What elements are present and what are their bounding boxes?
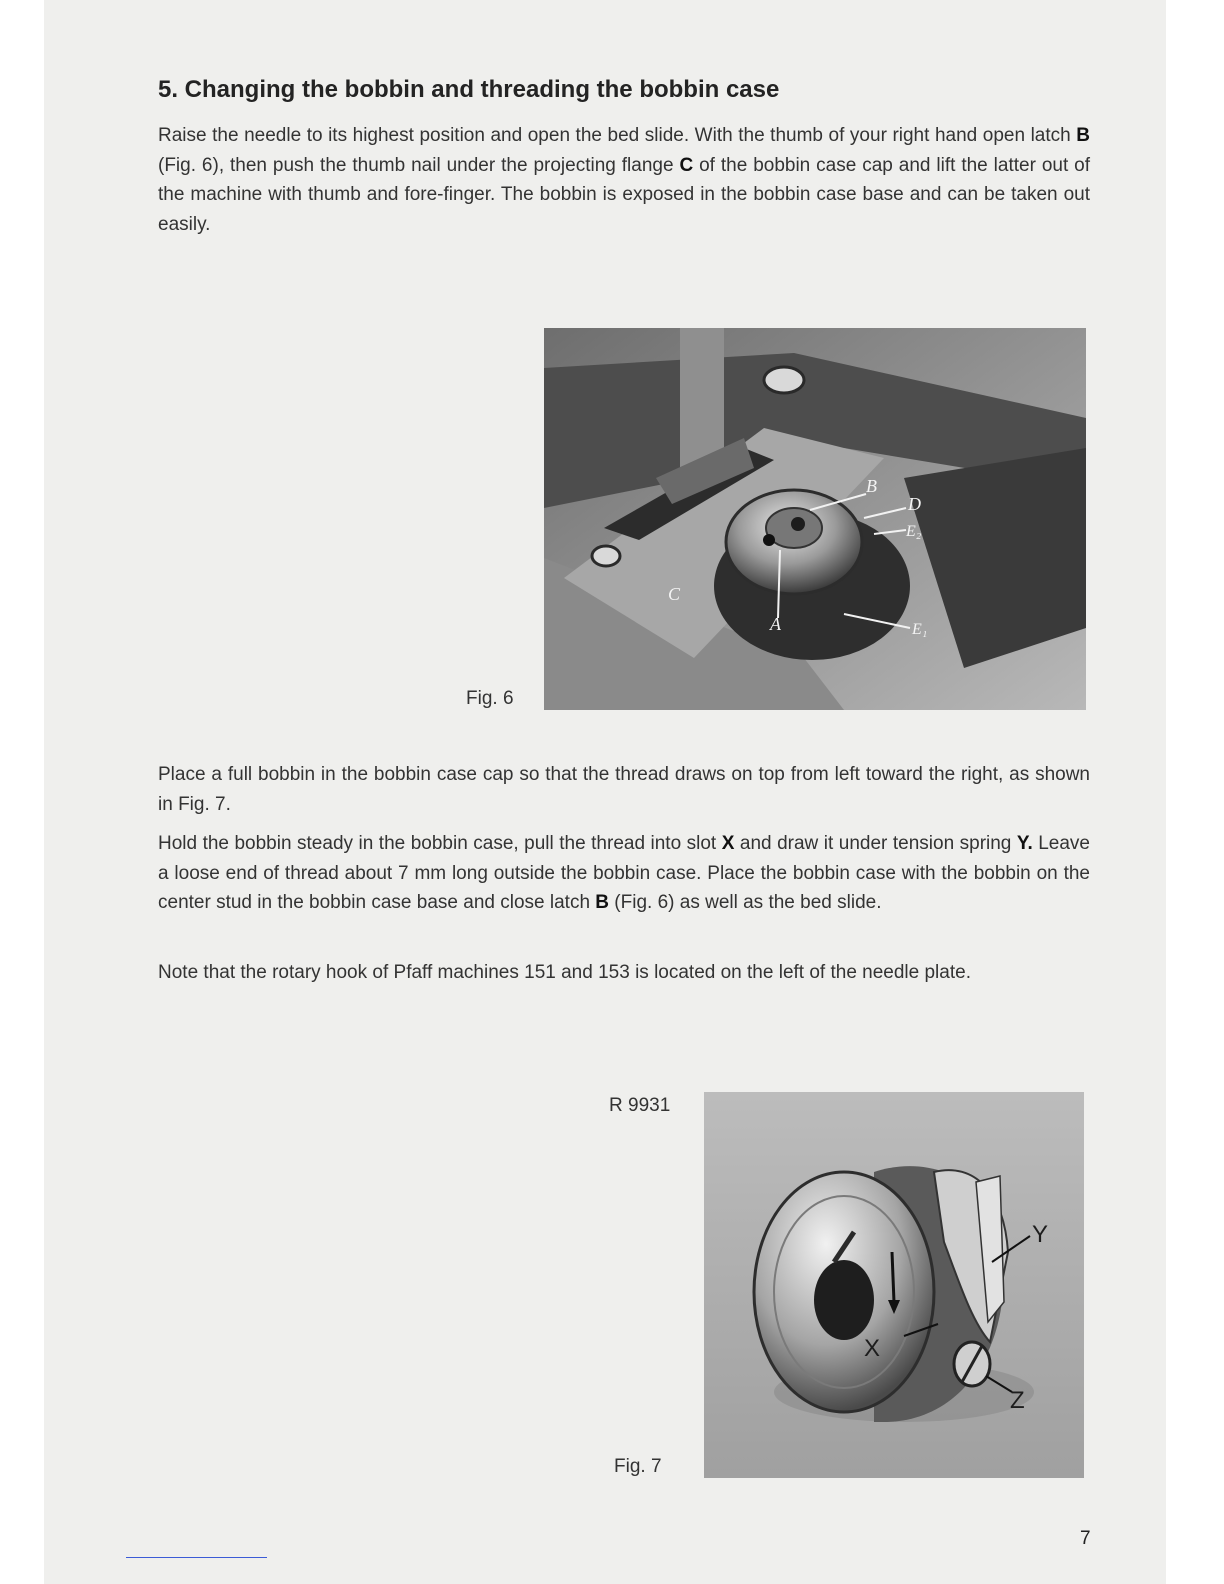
figure-7-photo	[704, 1092, 1084, 1478]
fig6-label-e2: E₂	[906, 523, 922, 540]
paragraph-remove-bobbin: Raise the needle to its highest position and open the bed slide. With the thumb of your right hand open latch B (Fig. 6), then push the thumb nail under the projecting flange C of the bobbin case cap and lift the latter out of the machine with thumb and fore-finger. The bobbin is exposed in the bobbin case base and can be taken out easily.	[158, 125, 1090, 235]
fig7-bobbin-hole	[814, 1260, 874, 1340]
footer-rule	[126, 1557, 267, 1558]
paragraph-place-bobbin: Place a full bobbin in the bobbin case cap so that the thread draws on top from left toward the right, as shown in Fig. 7.	[158, 764, 1090, 815]
fig7-label-z: Z	[1010, 1387, 1025, 1414]
paragraph-rotary-hook-note: Note that the rotary hook of Pfaff machines 151 and 153 is located on the left of the needle plate.	[158, 962, 971, 983]
fig6-label-d: D	[908, 494, 921, 514]
fig7-label-x: X	[864, 1335, 881, 1362]
fig6-label-e1: E₁	[912, 621, 928, 638]
fig6-label-c: C	[668, 584, 681, 604]
figure-7-caption: Fig. 7	[614, 1456, 662, 1477]
fig6-label-a: A	[770, 614, 781, 634]
paragraph-thread-bobbin-case: Hold the bobbin steady in the bobbin case, pull the thread into slot X and draw it under tension spring Y. Leave a loose end of thread about 7 mm long outside the bobbin case. Place the bobbin case with the bobbin on the center stud in the bobbin case base and close latch B (Fig. 6) as well as the bed slide.	[158, 833, 1090, 913]
fig6-label-b: B	[866, 476, 877, 496]
figure-7-reference: R 9931	[609, 1095, 671, 1116]
page-number: 7	[1080, 1528, 1091, 1549]
fig6-screw	[764, 367, 804, 393]
section-heading: 5. Changing the bobbin and threading the bobbin case	[158, 76, 780, 103]
fig6-screw	[592, 546, 620, 566]
figure-6-photo	[544, 328, 1086, 710]
fig7-label-y: Y	[1032, 1221, 1049, 1248]
figure-6-caption: Fig. 6	[466, 688, 514, 709]
